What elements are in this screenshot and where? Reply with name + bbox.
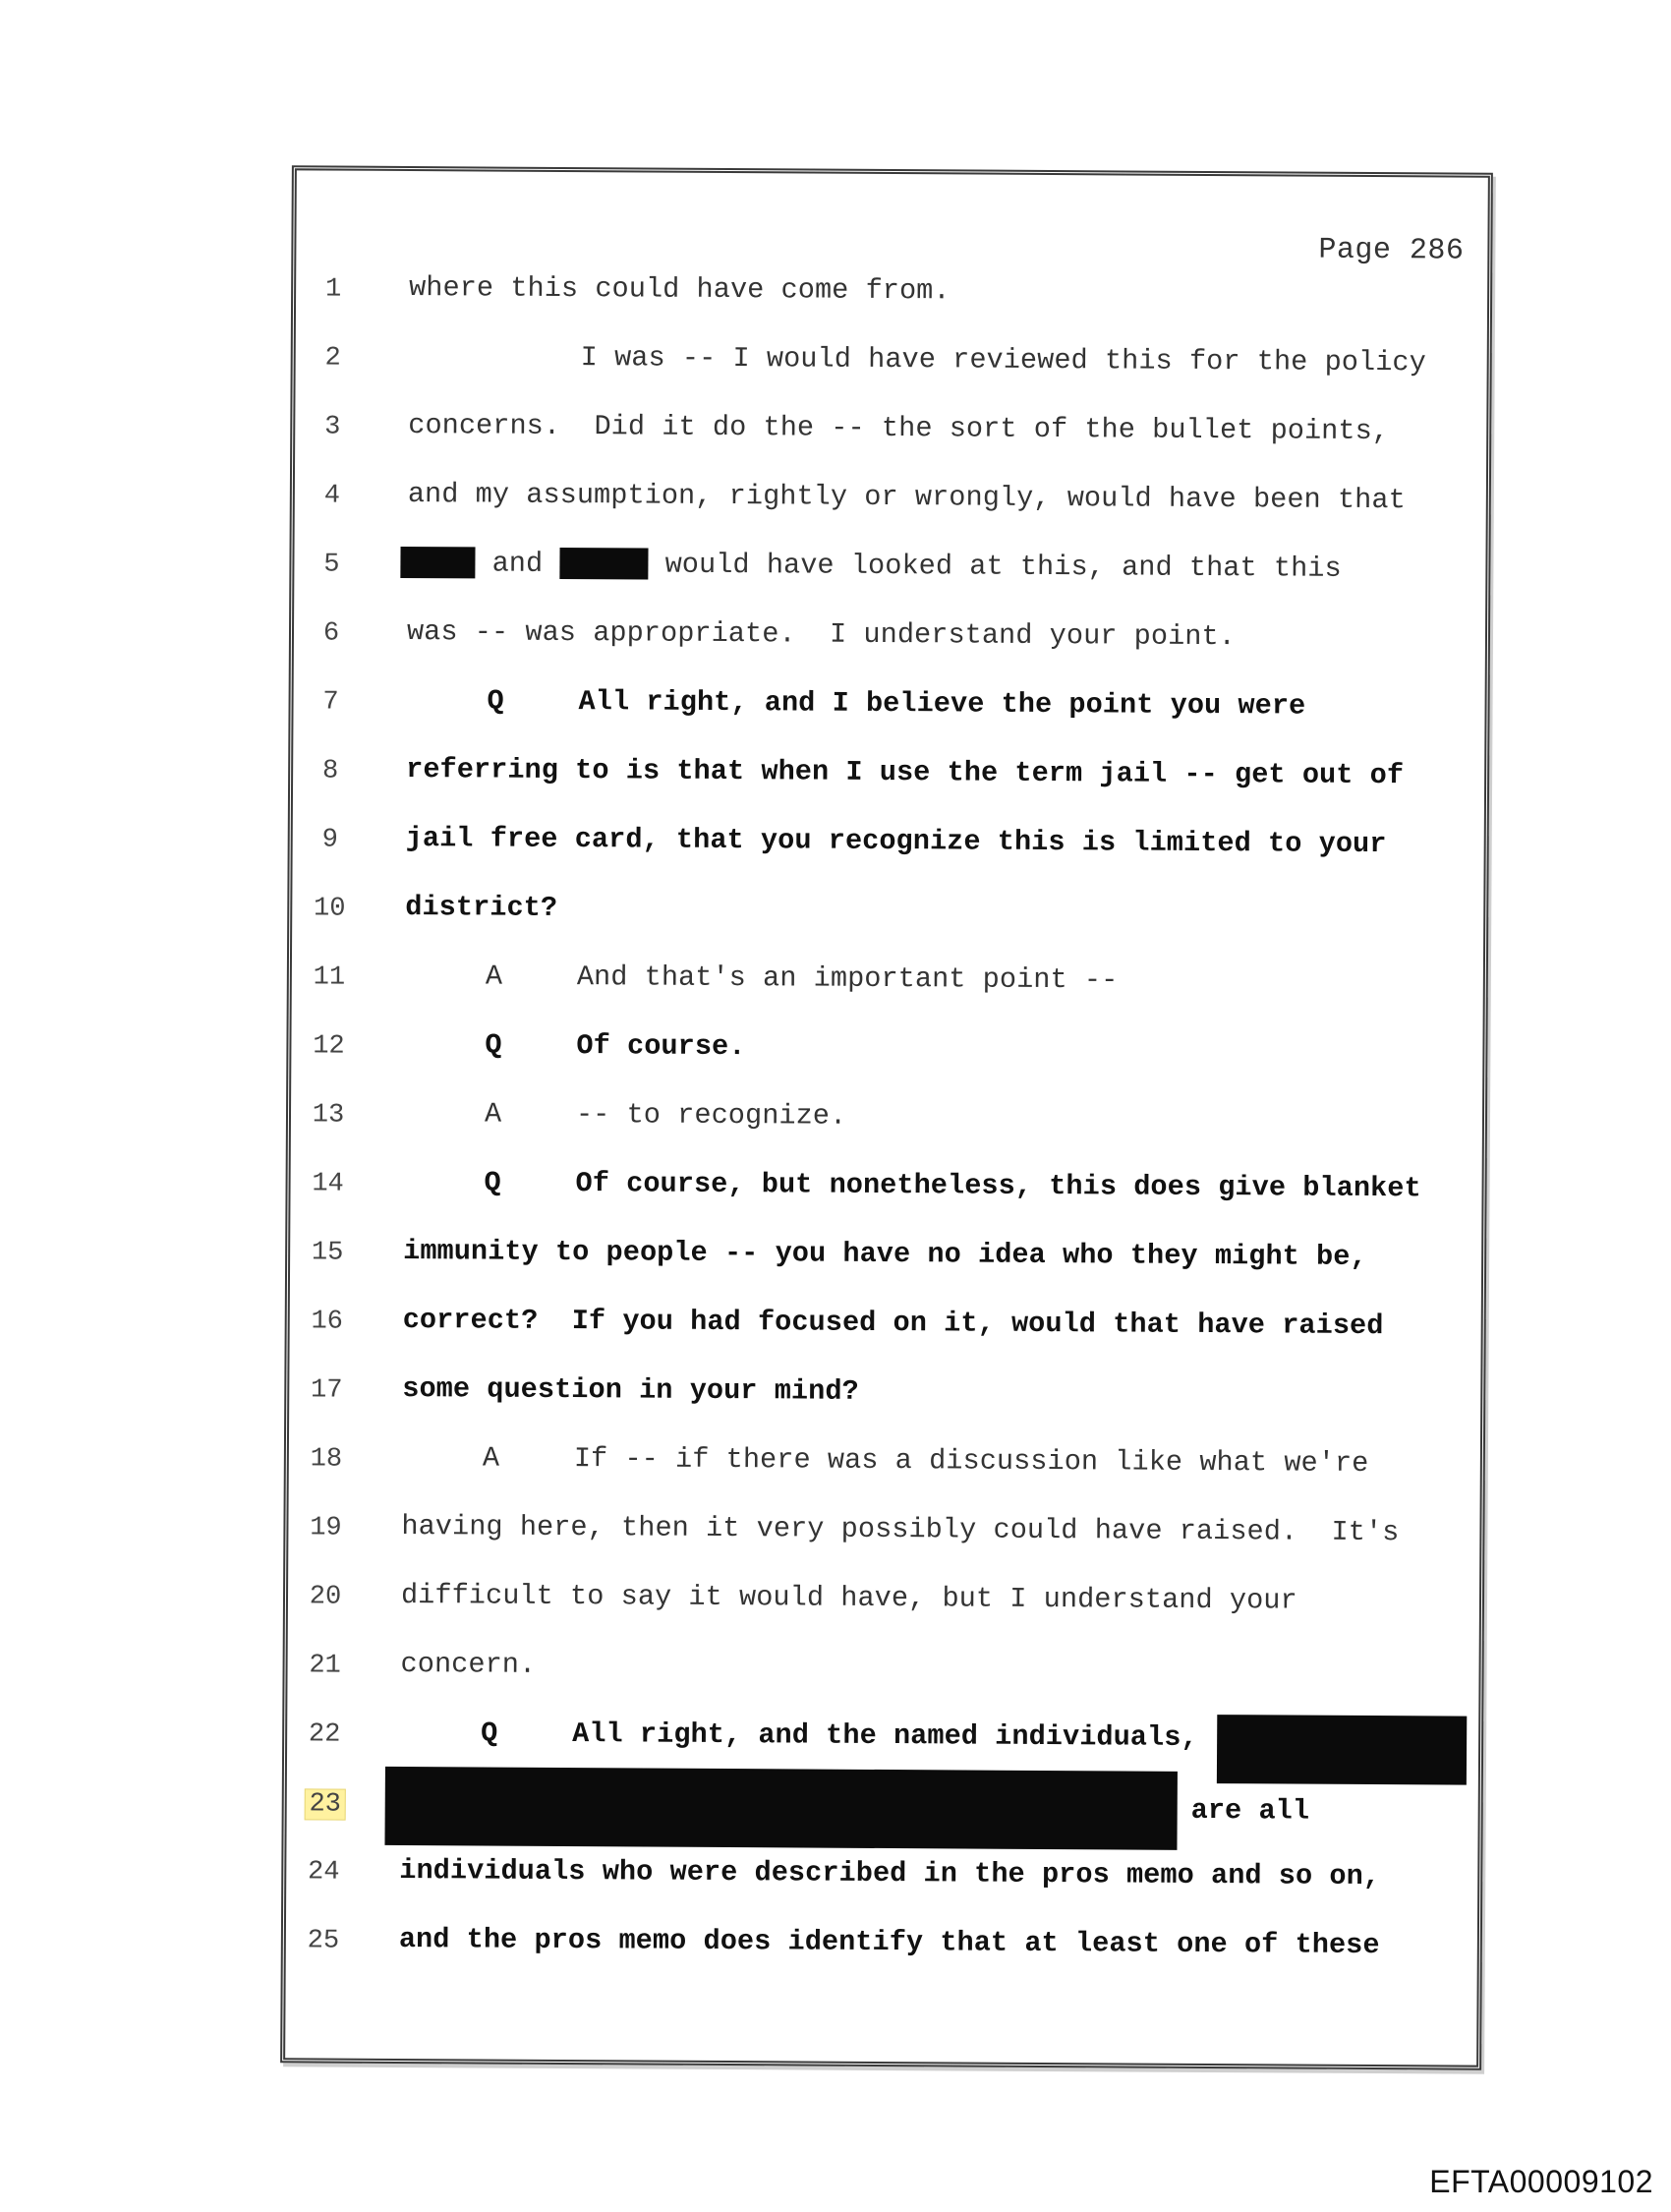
- page-number: Page 286: [1318, 233, 1465, 268]
- line-number-highlighted: 23: [305, 1788, 346, 1820]
- line-number: 22: [308, 1719, 341, 1750]
- transcript-line: [291, 1096, 1492, 1150]
- line-text: where this could have come from.: [409, 271, 951, 308]
- redaction-block: [384, 1767, 1177, 1850]
- line-number: 18: [310, 1444, 343, 1475]
- line-text: I was -- I would have reviewed this for the policy: [580, 341, 1426, 379]
- transcript-line: [295, 408, 1496, 462]
- line-text: concerns. Did it do the -- the sort of the bullet points,: [408, 409, 1390, 448]
- line-text: -- to recognize.: [575, 1098, 847, 1133]
- line-text: Of course, but nonetheless, this does give blanket: [575, 1167, 1421, 1205]
- line-text-part: would have looked at this, and that this: [648, 548, 1342, 585]
- line-number: 25: [307, 1926, 340, 1956]
- line-number: 20: [309, 1582, 342, 1612]
- transcript-line: [296, 339, 1497, 393]
- line-text: correct? If you had focused on it, would that have raised: [402, 1303, 1384, 1343]
- speaker-marker: A: [485, 960, 503, 993]
- line-number: 2: [324, 343, 341, 374]
- line-text: immunity to people -- you have no idea who they might be,: [403, 1234, 1367, 1273]
- transcript-line: [286, 1922, 1487, 1976]
- line-number: 19: [310, 1513, 342, 1543]
- line-number: 4: [323, 481, 341, 511]
- line-number: 21: [309, 1651, 341, 1681]
- transcript-line: [290, 1165, 1491, 1219]
- transcript-line: [286, 1853, 1487, 1907]
- speaker-marker: A: [482, 1441, 500, 1475]
- line-number: 7: [322, 687, 339, 718]
- redaction-block: [400, 547, 475, 578]
- line-number: 15: [311, 1238, 344, 1268]
- line-number: 11: [313, 962, 346, 993]
- line-number: 6: [322, 618, 340, 649]
- line-number: 8: [321, 756, 339, 786]
- speaker-marker: Q: [484, 1166, 501, 1199]
- line-text: [400, 547, 1342, 585]
- transcript-line: [295, 477, 1496, 531]
- line-text: are all: [1190, 1793, 1310, 1828]
- speaker-marker: A: [484, 1097, 502, 1131]
- line-number: 10: [313, 894, 346, 924]
- line-number: 13: [312, 1100, 345, 1131]
- transcript-line: [296, 270, 1497, 324]
- line-text: was -- was appropriate. I understand your point.: [406, 615, 1237, 654]
- line-text: All right, and the named individuals,: [572, 1717, 1198, 1754]
- speaker-marker: Q: [485, 1028, 502, 1062]
- line-number: 14: [312, 1169, 344, 1199]
- transcript-line: [290, 1234, 1491, 1288]
- transcript-line: [294, 614, 1495, 669]
- speaker-marker: Q: [487, 684, 504, 718]
- line-text: All right, and I believe the point you were: [578, 685, 1306, 723]
- document-id: EFTA00009102: [1429, 2164, 1653, 2199]
- line-text: concern.: [400, 1647, 537, 1681]
- line-text: referring to is that when I use the term jail -- get out of: [406, 753, 1405, 792]
- transcript-line: [291, 1027, 1492, 1081]
- speaker-marker: Q: [481, 1717, 498, 1750]
- transcript-page-frame: [280, 165, 1493, 2069]
- transcript-line: [294, 546, 1495, 600]
- transcript-line: [289, 1371, 1490, 1426]
- line-number: 17: [310, 1375, 343, 1406]
- line-number: 12: [313, 1031, 345, 1062]
- line-number: 9: [321, 825, 338, 855]
- line-number: 24: [308, 1857, 340, 1888]
- line-number: 1: [324, 274, 342, 305]
- line-number: 16: [311, 1307, 344, 1337]
- transcript-line: [293, 683, 1494, 737]
- transcript-line: [288, 1509, 1489, 1563]
- redaction-block: [559, 548, 648, 580]
- transcript-line: [293, 821, 1494, 875]
- line-number: 5: [323, 550, 340, 580]
- line-text: And that's an important point --: [576, 960, 1119, 997]
- line-text: some question in your mind?: [402, 1371, 859, 1408]
- line-text: and the pros memo does identify that at least one of these: [398, 1922, 1380, 1962]
- redaction-block: [1217, 1715, 1467, 1785]
- line-number: 3: [324, 412, 341, 442]
- transcript-line: [290, 1303, 1491, 1357]
- line-text-part: and: [475, 547, 560, 580]
- transcript-line: [292, 959, 1493, 1013]
- transcript-line: [289, 1440, 1490, 1494]
- line-text: jail free card, that you recognize this is limited to your: [405, 822, 1387, 861]
- transcript-line: [293, 752, 1494, 806]
- line-text: and my assumption, rightly or wrongly, would have been that: [407, 478, 1406, 517]
- line-text: individuals who were described in the pros memo and so on,: [399, 1853, 1381, 1893]
- transcript-line: [292, 890, 1493, 944]
- transcript-line: [288, 1578, 1489, 1632]
- line-text: difficult to say it would have, but I understand your: [400, 1578, 1297, 1617]
- line-text: district?: [405, 891, 558, 924]
- transcript-line: [287, 1647, 1488, 1701]
- line-text: having here, then it very possibly could have raised. It's: [401, 1509, 1400, 1549]
- line-text: Of course.: [576, 1029, 746, 1064]
- line-text: If -- if there was a discussion like what we're: [573, 1442, 1369, 1481]
